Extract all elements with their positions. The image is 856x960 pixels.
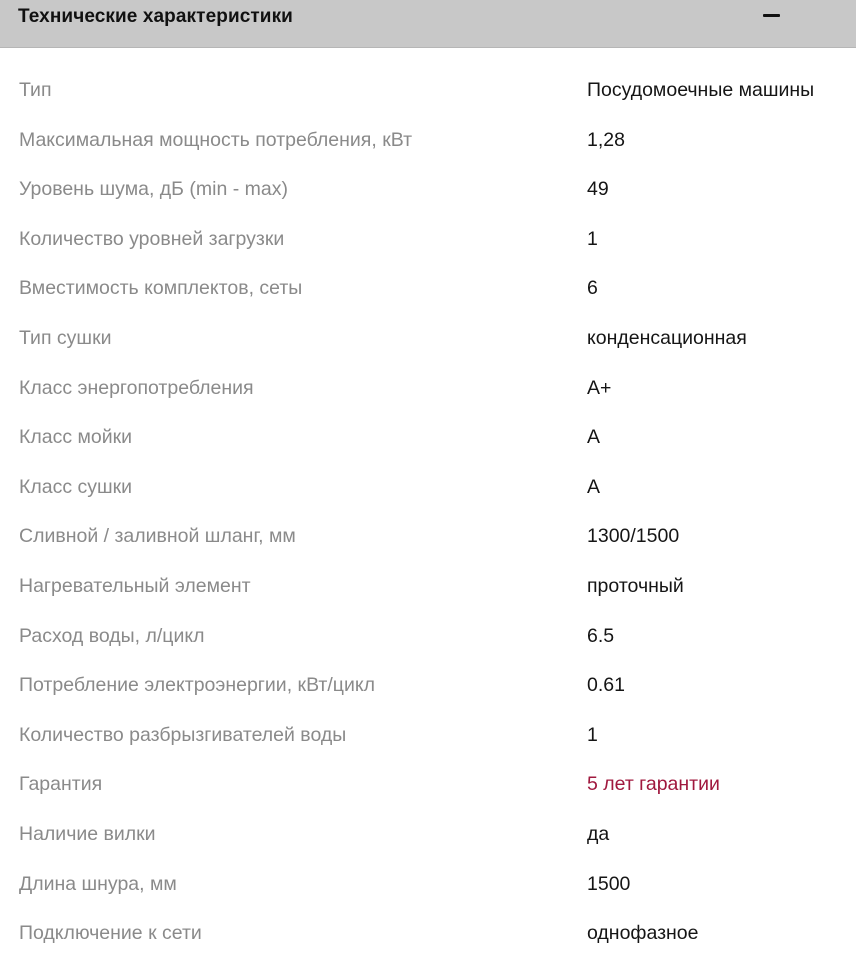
- spec-value: однофазное: [587, 922, 699, 945]
- spec-label: Расход воды, л/цикл: [19, 624, 205, 647]
- spec-value: 1500: [587, 872, 631, 895]
- spec-value: 0.61: [587, 674, 625, 697]
- spec-row-sprayers: [0, 712, 856, 762]
- spec-row-energy-consumption: [0, 662, 856, 712]
- spec-label: Наличие вилки: [19, 822, 156, 845]
- spec-row-water-consumption: [0, 613, 856, 663]
- spec-value: 1: [587, 227, 598, 250]
- spec-row-noise-level: [0, 166, 856, 216]
- spec-value: A+: [587, 376, 612, 399]
- spec-value: 49: [587, 178, 609, 201]
- spec-row-plug: [0, 811, 856, 861]
- spec-value: 1300/1500: [587, 525, 680, 548]
- spec-row-load-levels: [0, 216, 856, 266]
- spec-row-capacity: [0, 265, 856, 315]
- spec-value: Посудомоечные машины: [587, 79, 815, 101]
- spec-label: Вместимость комплектов, сеты: [19, 277, 303, 300]
- spec-row-type: [0, 67, 856, 117]
- spec-row-drying-type: [0, 315, 856, 365]
- spec-value: да: [587, 822, 610, 845]
- spec-label: Гарантия: [19, 773, 103, 796]
- spec-label: Класс мойки: [19, 426, 133, 449]
- spec-label: Длина шнура, мм: [19, 872, 177, 895]
- spec-value: 6.5: [587, 624, 615, 647]
- spec-value: A: [587, 426, 601, 449]
- spec-value: конденсационная: [587, 326, 747, 349]
- spec-label: Количество уровней загрузки: [19, 227, 285, 250]
- spec-label: Максимальная мощность потребления, кВт: [19, 128, 413, 151]
- spec-value: 1: [587, 723, 598, 746]
- spec-row-heating-element: [0, 563, 856, 613]
- spec-label: Тип сушки: [19, 326, 112, 349]
- spec-value: A: [587, 475, 601, 498]
- spec-label: Класс сушки: [19, 475, 133, 498]
- spec-label: Потребление электроэнергии, кВт/цикл: [19, 674, 375, 697]
- warranty-link[interactable]: 5 лет гарантии: [587, 773, 720, 796]
- spec-row-max-power: [0, 117, 856, 167]
- minus-icon[interactable]: [762, 9, 782, 23]
- spec-label: Уровень шума, дБ (min - max): [19, 178, 288, 201]
- spec-label: Тип: [19, 79, 52, 101]
- spec-row-power-connection: [0, 910, 856, 960]
- specs-section-header[interactable]: [0, 0, 856, 48]
- specs-table: [0, 67, 856, 960]
- spec-row-warranty: [0, 761, 856, 811]
- spec-row-wash-class: [0, 414, 856, 464]
- section-title: Технические характеристики: [18, 6, 293, 27]
- spec-label: Подключение к сети: [19, 922, 202, 945]
- spec-label: Количество разбрызгивателей воды: [19, 723, 347, 746]
- spec-label: Класс энергопотребления: [19, 376, 254, 399]
- spec-row-hose-length: [0, 513, 856, 563]
- spec-row-energy-class: [0, 365, 856, 415]
- spec-label: Нагревательный элемент: [19, 574, 251, 597]
- spec-label: Сливной / заливной шланг, мм: [19, 525, 296, 548]
- spec-value: 1,28: [587, 128, 625, 151]
- spec-row-cord-length: [0, 861, 856, 911]
- spec-value: проточный: [587, 574, 684, 597]
- spec-row-dry-class: [0, 464, 856, 514]
- spec-value: 6: [587, 277, 598, 300]
